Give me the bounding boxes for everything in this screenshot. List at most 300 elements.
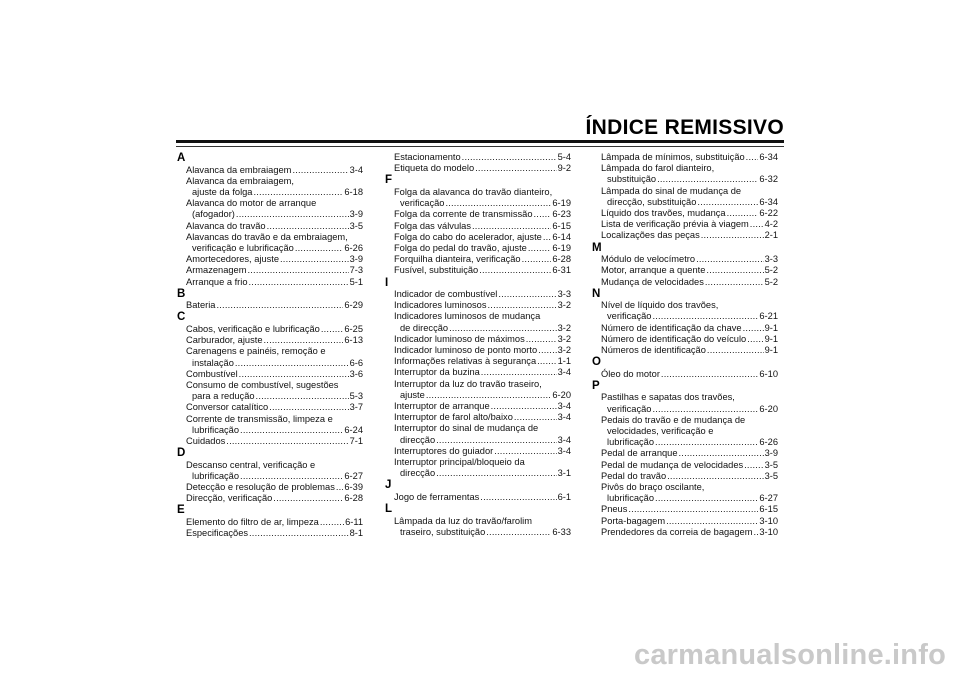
index-entry-line — [186, 254, 363, 265]
index-entry-text: Alavanca do travão — [186, 220, 266, 231]
index-entry[interactable] — [384, 423, 571, 445]
index-entry[interactable] — [591, 345, 778, 356]
dot-leader — [472, 221, 551, 232]
index-column-2 — [384, 152, 571, 538]
index-entry[interactable] — [384, 446, 571, 457]
index-entry-text: Alavanca da embraiagem — [186, 164, 292, 175]
index-entry-line — [186, 493, 363, 504]
index-entry-text: Pivôs do braço oscilante, — [601, 482, 705, 493]
dot-leader — [445, 198, 551, 209]
index-entry[interactable] — [176, 402, 363, 413]
index-entry-line — [601, 369, 778, 380]
page-reference: 6-39 — [344, 482, 363, 493]
index-entry-text: Indicadores luminosos de mudança — [394, 311, 541, 322]
index-entry-line — [186, 414, 363, 425]
index-entry-line — [394, 516, 571, 527]
index-entry-line — [186, 346, 363, 357]
dot-leader — [494, 446, 556, 457]
page-reference: 6-32 — [759, 174, 778, 185]
index-entry-line — [601, 277, 778, 288]
page-reference: 3-10 — [759, 526, 778, 537]
dot-leader — [491, 401, 557, 412]
index-entry-text: Cabos, verificação e lubrificação — [186, 323, 320, 334]
index-entry-text: Armazenagem — [186, 265, 247, 276]
index-entry[interactable] — [176, 232, 363, 254]
index-entry-line — [394, 423, 571, 434]
index-entry-line — [394, 379, 571, 390]
index-entry-line — [394, 243, 571, 254]
index-entry[interactable] — [176, 254, 363, 265]
index-entry-line — [601, 415, 778, 426]
page-reference: 5-2 — [764, 276, 778, 287]
page-reference: 3-2 — [557, 345, 571, 356]
index-entry-text: Alavanca do motor de arranque — [186, 198, 317, 209]
index-entry[interactable] — [176, 198, 363, 220]
page-reference: 6-20 — [552, 389, 571, 400]
index-entry[interactable] — [591, 219, 778, 230]
page-reference: 5-1 — [349, 276, 363, 287]
index-entry[interactable] — [591, 300, 778, 322]
index-entry[interactable] — [176, 517, 363, 528]
index-entry-line — [394, 152, 571, 163]
page-reference: 9-1 — [764, 322, 778, 333]
index-entry[interactable] — [384, 311, 571, 333]
page-reference: 6-20 — [759, 403, 778, 414]
dot-leader — [249, 277, 349, 288]
page-reference: 5-2 — [764, 265, 778, 276]
dot-leader — [661, 369, 758, 380]
page-reference: 3-5 — [764, 459, 778, 470]
index-entry-text: Carburador, ajuste — [186, 335, 263, 346]
page-reference: 6-27 — [759, 493, 778, 504]
dot-leader — [696, 254, 764, 265]
dot-leader — [479, 265, 551, 276]
page-reference: 2-1 — [764, 230, 778, 241]
index-entry-line — [394, 254, 571, 265]
index-entry[interactable] — [176, 300, 363, 311]
index-entry-text: Indicador de combustível — [394, 289, 498, 300]
dot-leader — [655, 493, 758, 504]
page-reference: 1-1 — [557, 356, 571, 367]
dot-leader — [706, 265, 763, 276]
index-entry-line — [601, 300, 778, 311]
index-entry-text: Conversor catalítico — [186, 402, 269, 413]
index-letter-heading: C — [177, 311, 186, 324]
index-entry[interactable] — [591, 369, 778, 380]
index-entry-text: verificação — [607, 311, 652, 322]
dot-leader — [216, 300, 343, 311]
index-entry[interactable] — [384, 232, 571, 243]
page-reference: 6-19 — [552, 242, 571, 253]
dot-leader — [226, 436, 348, 447]
index-entry[interactable] — [384, 356, 571, 367]
index-entry[interactable] — [176, 221, 363, 232]
index-entry-text: Forquilha dianteira, verificação — [394, 254, 521, 265]
page-reference: 3-4 — [349, 164, 363, 175]
dot-leader — [628, 504, 758, 515]
index-entry[interactable] — [591, 265, 778, 276]
index-entry-line — [394, 289, 571, 300]
index-entry-line — [394, 457, 571, 468]
index-entry-line — [601, 471, 778, 482]
dot-leader — [295, 243, 344, 254]
page-reference: 6-10 — [759, 368, 778, 379]
page-reference: 3-4 — [557, 434, 571, 445]
index-entry-text: Carenagens e painéis, remoção e — [186, 346, 326, 357]
page-reference: 6-1 — [557, 491, 571, 502]
index-entry-line — [394, 163, 571, 174]
index-entry[interactable] — [384, 334, 571, 345]
index-entry-text: Folga da corrente de transmissão — [394, 209, 533, 220]
index-letter-heading: P — [592, 379, 600, 392]
page-reference: 6-23 — [552, 209, 571, 220]
page-reference: 6-11 — [345, 516, 363, 527]
index-entry[interactable] — [176, 414, 363, 436]
index-entry-line — [601, 197, 778, 208]
dot-leader — [743, 323, 764, 334]
index-entry[interactable] — [384, 152, 571, 163]
index-entry-text: Fusível, substituição — [394, 265, 479, 276]
index-entry[interactable] — [384, 367, 571, 378]
index-entry[interactable] — [384, 379, 571, 401]
index-entry-text: Alavancas do travão e da embraiagem, — [186, 231, 348, 242]
index-entry-text: lubrificação — [607, 437, 655, 448]
index-entry[interactable] — [591, 254, 778, 265]
index-entry-text: Alavanca da embraiagem, — [186, 175, 295, 186]
index-entry[interactable] — [176, 176, 363, 198]
index-entry-text: Lâmpada do sinal de mudança de — [601, 185, 742, 196]
index-entry[interactable] — [384, 401, 571, 412]
index-entry-text: Folga do cabo do acelerador, ajuste — [394, 231, 542, 242]
index-entry[interactable] — [591, 230, 778, 241]
index-entry[interactable] — [591, 516, 778, 527]
index-entry[interactable] — [384, 254, 571, 265]
page-reference: 3-9 — [764, 448, 778, 459]
index-entry-text: Localizações das peças — [601, 230, 700, 241]
index-entry[interactable] — [384, 345, 571, 356]
index-entry-text: ajuste — [400, 389, 425, 400]
index-entry[interactable] — [176, 335, 363, 346]
index-entry[interactable] — [384, 209, 571, 220]
index-entry-text: Mudança de velocidades — [601, 276, 704, 287]
dot-leader — [705, 277, 764, 288]
dot-leader — [462, 152, 557, 163]
dot-leader — [537, 356, 556, 367]
index-entry-text: Interruptor da buzina — [394, 367, 480, 378]
index-entry-text: Etiqueta do modelo — [394, 163, 475, 174]
dot-leader — [436, 468, 556, 479]
page-reference: 6-15 — [759, 504, 778, 515]
page-reference: 9-1 — [764, 345, 778, 356]
index-entry[interactable] — [591, 277, 778, 288]
index-entry-text: Especificações — [186, 528, 249, 539]
index-entry-line — [186, 335, 363, 346]
index-entry[interactable] — [591, 392, 778, 414]
index-letter-heading: O — [592, 356, 601, 369]
index-entry[interactable] — [384, 412, 571, 423]
index-entry-text: Interruptores do guiador — [394, 445, 494, 456]
index-entry[interactable] — [384, 243, 571, 254]
index-entry[interactable] — [591, 460, 778, 471]
index-entry[interactable] — [384, 163, 571, 174]
index-entry-line — [394, 446, 571, 457]
page-reference: 6-25 — [344, 323, 363, 334]
index-entry-text: Líquido dos travões, mudança — [601, 208, 726, 219]
index-entry[interactable] — [384, 289, 571, 300]
dot-leader — [486, 527, 551, 538]
index-letter-heading: J — [385, 479, 392, 492]
index-entry-line — [394, 232, 571, 243]
index-entry-text: para a redução — [192, 391, 255, 402]
dot-leader — [750, 219, 764, 230]
page-title: ÍNDICE REMISSIVO — [585, 116, 784, 139]
index-entry-text: Lâmpada da luz do travão/farolim — [394, 515, 532, 526]
index-entry-text: Módulo de velocímetro — [601, 254, 696, 265]
page-reference: 6-31 — [552, 265, 571, 276]
index-entry-line — [601, 448, 778, 459]
page-reference: 6-26 — [759, 437, 778, 448]
index-entry-line — [601, 504, 778, 515]
dot-leader — [239, 369, 349, 380]
index-entry-line — [601, 404, 778, 415]
index-entry[interactable] — [591, 415, 778, 449]
index-entry-text: Prendedores da correia de bagagem — [601, 526, 753, 537]
index-entry-text: substituição — [607, 174, 657, 185]
index-entry[interactable] — [176, 493, 363, 504]
index-entry-text: Pedal de mudança de velocidades — [601, 459, 744, 470]
dot-leader — [538, 345, 556, 356]
index-entry-line — [601, 254, 778, 265]
title-rule-thick — [176, 140, 784, 143]
index-letter-heading: F — [385, 174, 393, 187]
index-entry[interactable] — [384, 516, 571, 538]
index-entry-text: Amortecedores, ajuste — [186, 254, 280, 265]
index-entry-line — [186, 517, 363, 528]
index-entry-text: Descanso central, verificação e — [186, 459, 316, 470]
index-entry[interactable] — [591, 527, 778, 538]
index-entry-line — [601, 265, 778, 276]
dot-leader — [744, 460, 763, 471]
dot-leader — [320, 517, 344, 528]
watermark: carmanualsonline.info — [634, 639, 946, 671]
index-entry-line — [186, 425, 363, 436]
index-entry-text: Número de identificação do veículo — [601, 333, 747, 344]
page-reference: 6-6 — [349, 357, 363, 368]
index-entry[interactable] — [591, 163, 778, 185]
index-entry[interactable] — [591, 334, 778, 345]
dot-leader — [701, 230, 764, 241]
index-entry-line — [394, 198, 571, 209]
index-entry-line — [394, 356, 571, 367]
page-reference: 6-22 — [759, 208, 778, 219]
page-reference: 8-1 — [349, 528, 363, 539]
index-entry-line — [601, 208, 778, 219]
page-reference: 6-34 — [759, 196, 778, 207]
page-reference: 7-3 — [349, 265, 363, 276]
index-entry-line — [601, 493, 778, 504]
page-reference: 6-24 — [344, 424, 363, 435]
page-reference: 3-5 — [764, 470, 778, 481]
index-letter-heading: M — [592, 241, 602, 254]
page-reference: 3-3 — [557, 289, 571, 300]
dot-leader — [273, 493, 343, 504]
index-entry-line — [601, 323, 778, 334]
index-entry[interactable] — [176, 265, 363, 276]
index-entry-text: Cuidados — [186, 435, 226, 446]
index-entry-text: Indicadores luminosos — [394, 300, 487, 311]
index-entry[interactable] — [176, 528, 363, 539]
index-entry-line — [394, 345, 571, 356]
index-letter-heading: D — [177, 447, 186, 460]
index-entry-line — [394, 390, 571, 401]
index-entry-text: Pedais do travão e de mudança de — [601, 414, 746, 425]
dot-leader — [269, 402, 348, 413]
index-entry-text: Indicador luminoso de máximos — [394, 333, 525, 344]
index-entry[interactable] — [591, 186, 778, 208]
index-entry-text: Jogo de ferramentas — [394, 491, 480, 502]
index-entry-text: velocidades, verificação e — [607, 426, 714, 437]
dot-leader — [436, 435, 556, 446]
dot-leader — [746, 152, 759, 163]
dot-leader — [247, 265, 348, 276]
index-entry[interactable] — [176, 165, 363, 176]
index-entry-line — [186, 358, 363, 369]
dot-leader — [480, 492, 556, 503]
dot-leader — [449, 323, 556, 334]
index-entry-line — [394, 221, 571, 232]
page-reference: 3-4 — [557, 367, 571, 378]
index-entry-text: Interruptor de arranque — [394, 401, 490, 412]
index-letter-heading: I — [385, 276, 389, 289]
index-entry[interactable] — [591, 152, 778, 163]
dot-leader — [240, 425, 343, 436]
index-entry-text: lubrificação — [607, 493, 655, 504]
dot-leader — [543, 232, 552, 243]
index-entry-line — [186, 324, 363, 335]
index-entry[interactable] — [384, 221, 571, 232]
index-entry-line — [394, 311, 571, 322]
index-entry[interactable] — [176, 346, 363, 368]
page-reference: 9-2 — [557, 163, 571, 174]
index-entry-line — [394, 265, 571, 276]
dot-leader — [528, 243, 552, 254]
index-entry-line — [394, 323, 571, 334]
index-entry[interactable] — [591, 208, 778, 219]
index-entry-line — [186, 187, 363, 198]
index-entry-line — [186, 436, 363, 447]
dot-leader — [280, 254, 349, 265]
index-entry-text: Interruptor da luz do travão traseiro, — [394, 378, 542, 389]
dot-leader — [481, 367, 557, 378]
dot-leader — [240, 471, 343, 482]
page-reference: 6-26 — [344, 242, 363, 253]
dot-leader — [652, 404, 758, 415]
index-entry-text: Pneus — [601, 504, 628, 515]
dot-leader — [488, 300, 557, 311]
index-entry[interactable] — [384, 492, 571, 503]
index-entry-line — [394, 334, 571, 345]
index-entry[interactable] — [176, 277, 363, 288]
index-entry-line — [601, 516, 778, 527]
page-reference: 3-1 — [557, 468, 571, 479]
index-entry-line — [186, 528, 363, 539]
page-reference: 3-2 — [557, 322, 571, 333]
index-entry-text: verificação — [607, 403, 652, 414]
index-entry[interactable] — [591, 323, 778, 334]
dot-leader — [426, 390, 552, 401]
index-entry[interactable] — [591, 482, 778, 504]
index-entry[interactable] — [176, 369, 363, 380]
index-entry-line — [186, 369, 363, 380]
page-reference: 6-14 — [552, 231, 571, 242]
index-entry-text: Porta-bagagem — [601, 515, 666, 526]
page-reference: 6-27 — [344, 470, 363, 481]
index-entry-line — [601, 186, 778, 197]
index-entry-line — [186, 198, 363, 209]
index-entry-line — [186, 232, 363, 243]
index-entry[interactable] — [384, 300, 571, 311]
page-reference: 3-5 — [349, 220, 363, 231]
dot-leader — [256, 391, 349, 402]
index-entry-line — [394, 492, 571, 503]
index-entry-text: instalação — [192, 357, 234, 368]
index-entry[interactable] — [384, 457, 571, 479]
index-entry[interactable] — [176, 324, 363, 335]
dot-leader — [498, 289, 556, 300]
dot-leader — [249, 528, 349, 539]
index-entry-text: Óleo do motor — [601, 368, 660, 379]
index-column-3 — [591, 152, 778, 538]
index-letter-heading: L — [385, 503, 393, 516]
page-reference: 4-2 — [764, 219, 778, 230]
dot-leader — [235, 358, 349, 369]
index-letter-heading: A — [177, 152, 186, 164]
index-entry[interactable] — [176, 436, 363, 447]
page-reference: 9-1 — [764, 333, 778, 344]
page-reference: 3-4 — [557, 445, 571, 456]
dot-leader — [514, 412, 557, 423]
dot-leader — [747, 334, 763, 345]
index-entry-line — [394, 527, 571, 538]
index-entry[interactable] — [591, 471, 778, 482]
index-entry[interactable] — [384, 187, 571, 209]
page-reference: 6-33 — [552, 526, 571, 537]
index-entry-line — [186, 471, 363, 482]
page-reference: 6-13 — [344, 335, 363, 346]
page-reference: 3-9 — [349, 209, 363, 220]
index-entry-text: Motor, arranque a quente — [601, 265, 706, 276]
index-entry[interactable] — [591, 504, 778, 515]
index-entry-text: Interruptor de farol alto/baixo — [394, 412, 513, 423]
title-rule-thin — [176, 146, 784, 147]
index-entry[interactable] — [176, 380, 363, 402]
page-reference: 3-7 — [349, 402, 363, 413]
index-entry[interactable] — [384, 265, 571, 276]
index-entry[interactable] — [176, 460, 363, 482]
index-entry-text: Números de identificação — [601, 345, 706, 356]
index-entry-text: Informações relativas à segurança — [394, 356, 537, 367]
page-reference: 6-28 — [344, 493, 363, 504]
index-entry-text: Lâmpada do farol dianteiro, — [601, 163, 715, 174]
index-entry-line — [601, 392, 778, 403]
page-reference: 3-2 — [557, 333, 571, 344]
index-column-1 — [176, 152, 363, 539]
index-entry-line — [601, 527, 778, 538]
index-entry[interactable] — [591, 448, 778, 459]
index-entry[interactable] — [176, 482, 363, 493]
index-entry-text: Pastilhas e sapatas dos travões, — [601, 392, 735, 403]
dot-leader — [236, 209, 349, 220]
